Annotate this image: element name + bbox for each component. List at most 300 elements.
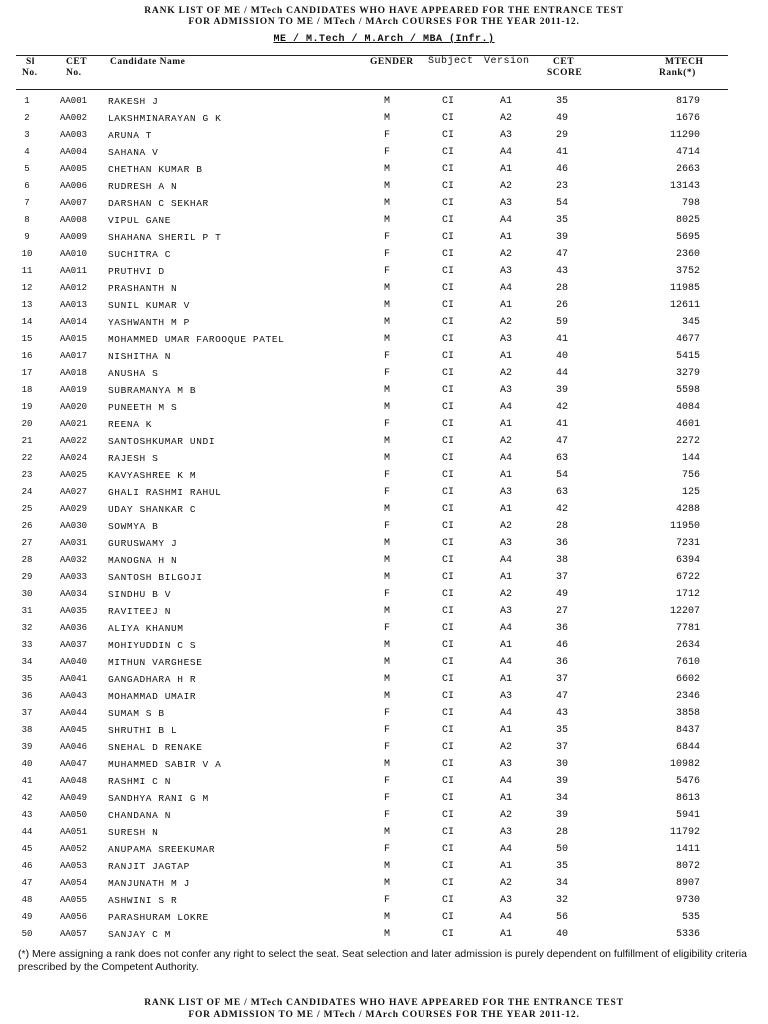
- cell-version: A3: [499, 266, 512, 277]
- col-name-label: Candidate Name: [110, 57, 186, 67]
- cell-cet-score: 47: [555, 249, 568, 260]
- cell-rank: 7781: [675, 623, 700, 634]
- cell-rank: 756: [681, 470, 700, 481]
- cell-candidate-name: SAHANA V: [108, 147, 159, 158]
- cell-cet-score: 23: [555, 181, 568, 192]
- cell-sl-no: 32: [21, 623, 33, 633]
- cell-subject: CI: [441, 317, 454, 328]
- cell-gender: M: [383, 674, 390, 685]
- cell-version: A4: [499, 147, 512, 158]
- cell-cet-no: AA043: [60, 691, 88, 701]
- cell-sl-no: 21: [21, 436, 33, 446]
- cell-cet-score: 36: [555, 538, 568, 549]
- cell-candidate-name: SINDHU B V: [108, 589, 172, 600]
- cell-cet-no: AA019: [60, 385, 88, 395]
- cell-cet-score: 32: [555, 895, 568, 906]
- cell-gender: M: [383, 657, 390, 668]
- cell-cet-no: AA008: [60, 215, 88, 225]
- cell-subject: CI: [441, 181, 454, 192]
- cell-subject: CI: [441, 555, 454, 566]
- cell-version: A3: [499, 487, 512, 498]
- cell-subject: CI: [441, 266, 454, 277]
- cell-cet-score: 28: [555, 521, 568, 532]
- cell-gender: F: [383, 776, 390, 787]
- cell-rank: 5415: [675, 351, 700, 362]
- cell-gender: F: [383, 249, 390, 260]
- cell-rank: 125: [681, 487, 700, 498]
- cell-version: A4: [499, 708, 512, 719]
- cell-candidate-name: REENA K: [108, 419, 153, 430]
- cell-subject: CI: [441, 147, 454, 158]
- cell-gender: M: [383, 198, 390, 209]
- col-cet-label-2: No.: [66, 68, 82, 78]
- cell-cet-no: AA005: [60, 164, 88, 174]
- cell-subject: CI: [441, 844, 454, 855]
- cell-cet-score: 40: [555, 351, 568, 362]
- cell-sl-no: 19: [21, 402, 33, 412]
- cell-rank: 12207: [669, 606, 700, 617]
- cell-gender: F: [383, 147, 390, 158]
- cell-cet-no: AA022: [60, 436, 88, 446]
- table-row: [0, 552, 768, 569]
- cell-subject: CI: [441, 810, 454, 821]
- table-row: [0, 144, 768, 161]
- table-row: [0, 467, 768, 484]
- cell-rank: 3752: [675, 266, 700, 277]
- cell-version: A1: [499, 96, 512, 107]
- cell-gender: F: [383, 844, 390, 855]
- cell-candidate-name: PARASHURAM LOKRE: [108, 912, 209, 923]
- table-row: [0, 280, 768, 297]
- cell-cet-score: 47: [555, 436, 568, 447]
- cell-sl-no: 44: [21, 827, 33, 837]
- cell-subject: CI: [441, 861, 454, 872]
- table-row: [0, 263, 768, 280]
- cell-cet-score: 39: [555, 232, 568, 243]
- table-row: [0, 739, 768, 756]
- cell-sl-no: 4: [24, 147, 30, 157]
- cell-gender: M: [383, 317, 390, 328]
- cell-candidate-name: ANUPAMA SREEKUMAR: [108, 844, 216, 855]
- cell-cet-score: 63: [555, 453, 568, 464]
- cell-cet-score: 35: [555, 96, 568, 107]
- cell-gender: M: [383, 385, 390, 396]
- cell-candidate-name: KAVYASHREE K M: [108, 470, 197, 481]
- table-row: [0, 688, 768, 705]
- cell-rank: 798: [681, 198, 700, 209]
- cell-version: A3: [499, 606, 512, 617]
- cell-sl-no: 23: [21, 470, 33, 480]
- cell-gender: F: [383, 521, 390, 532]
- cell-rank: 8437: [675, 725, 700, 736]
- cell-rank: 3858: [675, 708, 700, 719]
- cell-candidate-name: SHRUTHI B L: [108, 725, 178, 736]
- cell-gender: F: [383, 419, 390, 430]
- cell-cet-no: AA056: [60, 912, 88, 922]
- cell-version: A4: [499, 912, 512, 923]
- cell-gender: M: [383, 640, 390, 651]
- cell-subject: CI: [441, 606, 454, 617]
- cell-version: A1: [499, 419, 512, 430]
- cell-cet-score: 34: [555, 793, 568, 804]
- cell-cet-score: 29: [555, 130, 568, 141]
- cell-subject: CI: [441, 674, 454, 685]
- cell-candidate-name: ARUNA T: [108, 130, 153, 141]
- cell-version: A4: [499, 402, 512, 413]
- cell-candidate-name: RUDRESH A N: [108, 181, 178, 192]
- cell-version: A2: [499, 742, 512, 753]
- cell-candidate-name: GURUSWAMY J: [108, 538, 178, 549]
- cell-sl-no: 25: [21, 504, 33, 514]
- footer-title-line-2: FOR ADMISSION TO ME / MTech / MArch COURSES FOR THE YEAR 2011-12.: [188, 1010, 580, 1020]
- cell-subject: CI: [441, 130, 454, 141]
- cell-gender: M: [383, 453, 390, 464]
- cell-cet-no: AA034: [60, 589, 88, 599]
- cell-candidate-name: GHALI RASHMI RAHUL: [108, 487, 222, 498]
- table-row: [0, 756, 768, 773]
- cell-sl-no: 9: [24, 232, 30, 242]
- cell-rank: 6844: [675, 742, 700, 753]
- table-row: [0, 382, 768, 399]
- cell-rank: 1676: [675, 113, 700, 124]
- footnote: (*) Mere assigning a rank does not confer any right to select the seat. Seat selection and later admission is purely dependent on fulfillment of eligibility criteria prescribed by the Competent Authority.: [18, 948, 747, 973]
- cell-cet-score: 54: [555, 470, 568, 481]
- table-row: [0, 637, 768, 654]
- cell-rank: 535: [681, 912, 700, 923]
- cell-cet-score: 35: [555, 725, 568, 736]
- col-sl-label: Sl: [26, 57, 35, 67]
- cell-gender: M: [383, 759, 390, 770]
- col-rank-label-2: Rank(*): [659, 68, 696, 78]
- cell-candidate-name: PUNEETH M S: [108, 402, 178, 413]
- cell-candidate-name: DARSHAN C SEKHAR: [108, 198, 209, 209]
- cell-candidate-name: SUCHITRA C: [108, 249, 172, 260]
- cell-sl-no: 37: [21, 708, 33, 718]
- table-row: [0, 875, 768, 892]
- table-row: [0, 195, 768, 212]
- cell-gender: M: [383, 164, 390, 175]
- cell-rank: 11950: [669, 521, 700, 532]
- cell-cet-no: AA047: [60, 759, 88, 769]
- cell-version: A1: [499, 351, 512, 362]
- cell-cet-no: AA035: [60, 606, 88, 616]
- cell-cet-no: AA030: [60, 521, 88, 531]
- cell-candidate-name: SANTOSH BILGOJI: [108, 572, 203, 583]
- cell-version: A4: [499, 215, 512, 226]
- cell-gender: M: [383, 181, 390, 192]
- cell-candidate-name: SANJAY C M: [108, 929, 172, 940]
- cell-rank: 4714: [675, 147, 700, 158]
- cell-gender: M: [383, 215, 390, 226]
- cell-cet-score: 43: [555, 708, 568, 719]
- cell-candidate-name: NISHITHA N: [108, 351, 172, 362]
- cell-cet-no: AA018: [60, 368, 88, 378]
- cell-candidate-name: YASHWANTH M P: [108, 317, 190, 328]
- cell-rank: 4601: [675, 419, 700, 430]
- cell-version: A1: [499, 725, 512, 736]
- cell-subject: CI: [441, 504, 454, 515]
- cell-sl-no: 14: [21, 317, 33, 327]
- cell-cet-no: AA049: [60, 793, 88, 803]
- col-score-label-2: SCORE: [547, 68, 583, 78]
- cell-rank: 2663: [675, 164, 700, 175]
- cell-version: A3: [499, 538, 512, 549]
- cell-cet-no: AA036: [60, 623, 88, 633]
- cell-version: A2: [499, 521, 512, 532]
- cell-candidate-name: MANOGNA H N: [108, 555, 178, 566]
- cell-rank: 6722: [675, 572, 700, 583]
- cell-subject: CI: [441, 878, 454, 889]
- cell-sl-no: 22: [21, 453, 33, 463]
- cell-cet-score: 46: [555, 164, 568, 175]
- cell-gender: M: [383, 827, 390, 838]
- cell-version: A4: [499, 776, 512, 787]
- cell-gender: M: [383, 113, 390, 124]
- cell-gender: F: [383, 589, 390, 600]
- cell-rank: 345: [681, 317, 700, 328]
- cell-cet-score: 59: [555, 317, 568, 328]
- table-row: [0, 229, 768, 246]
- table-row: [0, 484, 768, 501]
- cell-gender: M: [383, 504, 390, 515]
- table-row: [0, 331, 768, 348]
- cell-cet-score: 37: [555, 742, 568, 753]
- cell-version: A3: [499, 759, 512, 770]
- cell-cet-no: AA001: [60, 96, 88, 106]
- table-row: [0, 654, 768, 671]
- cell-sl-no: 13: [21, 300, 33, 310]
- cell-cet-no: AA004: [60, 147, 88, 157]
- cell-cet-score: 44: [555, 368, 568, 379]
- cell-subject: CI: [441, 487, 454, 498]
- cell-sl-no: 35: [21, 674, 33, 684]
- cell-gender: F: [383, 810, 390, 821]
- cell-version: A4: [499, 844, 512, 855]
- cell-gender: F: [383, 130, 390, 141]
- cell-subject: CI: [441, 623, 454, 634]
- cell-subject: CI: [441, 929, 454, 940]
- cell-sl-no: 28: [21, 555, 33, 565]
- cell-gender: F: [383, 470, 390, 481]
- cell-rank: 12611: [669, 300, 700, 311]
- cell-subject: CI: [441, 368, 454, 379]
- cell-cet-no: AA017: [60, 351, 88, 361]
- cell-subject: CI: [441, 351, 454, 362]
- cell-cet-no: AA037: [60, 640, 88, 650]
- cell-subject: CI: [441, 96, 454, 107]
- cell-version: A4: [499, 657, 512, 668]
- cell-cet-score: 35: [555, 861, 568, 872]
- table-row: [0, 892, 768, 909]
- table-row: [0, 909, 768, 926]
- table-row: [0, 212, 768, 229]
- cell-subject: CI: [441, 776, 454, 787]
- cell-cet-no: AA053: [60, 861, 88, 871]
- cell-version: A1: [499, 504, 512, 515]
- table-row: [0, 416, 768, 433]
- cell-gender: M: [383, 283, 390, 294]
- cell-cet-no: AA055: [60, 895, 88, 905]
- cell-candidate-name: RAJESH S: [108, 453, 159, 464]
- table-row: [0, 586, 768, 603]
- cell-gender: F: [383, 725, 390, 736]
- cell-version: A1: [499, 674, 512, 685]
- cell-rank: 2346: [675, 691, 700, 702]
- cell-version: A1: [499, 164, 512, 175]
- cell-gender: F: [383, 487, 390, 498]
- cell-rank: 5336: [675, 929, 700, 940]
- cell-candidate-name: ANUSHA S: [108, 368, 159, 379]
- cell-cet-score: 28: [555, 827, 568, 838]
- table-row: [0, 603, 768, 620]
- col-version-label: Version: [484, 56, 530, 67]
- cell-gender: M: [383, 606, 390, 617]
- cell-cet-no: AA041: [60, 674, 88, 684]
- cell-sl-no: 26: [21, 521, 33, 531]
- cell-sl-no: 43: [21, 810, 33, 820]
- cell-cet-no: AA044: [60, 708, 88, 718]
- cell-rank: 8907: [675, 878, 700, 889]
- cell-cet-score: 36: [555, 623, 568, 634]
- cell-sl-no: 47: [21, 878, 33, 888]
- cell-cet-no: AA007: [60, 198, 88, 208]
- cell-cet-score: 26: [555, 300, 568, 311]
- cell-version: A2: [499, 317, 512, 328]
- cell-sl-no: 42: [21, 793, 33, 803]
- cell-cet-score: 63: [555, 487, 568, 498]
- cell-sl-no: 31: [21, 606, 33, 616]
- cell-gender: M: [383, 334, 390, 345]
- table-row: [0, 314, 768, 331]
- cell-candidate-name: LAKSHMINARAYAN G K: [108, 113, 222, 124]
- cell-subject: CI: [441, 827, 454, 838]
- table-row: [0, 348, 768, 365]
- table-row: [0, 535, 768, 552]
- cell-candidate-name: GANGADHARA H R: [108, 674, 197, 685]
- cell-cet-score: 47: [555, 691, 568, 702]
- header-bottom-rule: [16, 89, 728, 90]
- cell-cet-no: AA054: [60, 878, 88, 888]
- cell-rank: 7610: [675, 657, 700, 668]
- cell-rank: 8179: [675, 96, 700, 107]
- cell-subject: CI: [441, 419, 454, 430]
- cell-sl-no: 6: [24, 181, 30, 191]
- footer-title-line-1: RANK LIST OF ME / MTech CANDIDATES WHO HAVE APPEARED FOR THE ENTRANCE TEST: [144, 998, 624, 1008]
- cell-cet-no: AA029: [60, 504, 88, 514]
- cell-gender: F: [383, 793, 390, 804]
- cell-version: A4: [499, 555, 512, 566]
- cell-rank: 4084: [675, 402, 700, 413]
- cell-rank: 8025: [675, 215, 700, 226]
- cell-version: A3: [499, 827, 512, 838]
- cell-sl-no: 49: [21, 912, 33, 922]
- cell-gender: F: [383, 351, 390, 362]
- cell-version: A2: [499, 181, 512, 192]
- cell-subject: CI: [441, 759, 454, 770]
- cell-subject: CI: [441, 912, 454, 923]
- cell-rank: 144: [681, 453, 700, 464]
- cell-cet-no: AA012: [60, 283, 88, 293]
- cell-cet-score: 56: [555, 912, 568, 923]
- cell-candidate-name: CHANDANA N: [108, 810, 172, 821]
- table-row: [0, 858, 768, 875]
- cell-cet-score: 37: [555, 572, 568, 583]
- table-row: [0, 773, 768, 790]
- cell-candidate-name: RAVITEEJ N: [108, 606, 172, 617]
- cell-sl-no: 2: [24, 113, 30, 123]
- cell-rank: 8613: [675, 793, 700, 804]
- cell-rank: 5941: [675, 810, 700, 821]
- cell-cet-score: 49: [555, 113, 568, 124]
- cell-version: A2: [499, 589, 512, 600]
- cell-cet-no: AA013: [60, 300, 88, 310]
- cell-version: A1: [499, 929, 512, 940]
- cell-subject: CI: [441, 538, 454, 549]
- cell-subject: CI: [441, 470, 454, 481]
- cell-candidate-name: PRUTHVI D: [108, 266, 165, 277]
- cell-rank: 13143: [669, 181, 700, 192]
- cell-version: A4: [499, 623, 512, 634]
- cell-version: A1: [499, 232, 512, 243]
- cell-sl-no: 1: [24, 96, 30, 106]
- table-row: [0, 433, 768, 450]
- cell-gender: M: [383, 912, 390, 923]
- cell-version: A1: [499, 572, 512, 583]
- cell-subject: CI: [441, 113, 454, 124]
- cell-cet-no: AA011: [60, 266, 88, 276]
- cell-sl-no: 30: [21, 589, 33, 599]
- cell-cet-score: 36: [555, 657, 568, 668]
- cell-gender: F: [383, 623, 390, 634]
- cell-sl-no: 15: [21, 334, 33, 344]
- table-row: [0, 569, 768, 586]
- cell-candidate-name: ASHWINI S R: [108, 895, 178, 906]
- page-subtitle: ME / M.Tech / M.Arch / MBA (Infr.): [273, 34, 495, 45]
- cell-cet-score: 39: [555, 776, 568, 787]
- cell-sl-no: 34: [21, 657, 33, 667]
- cell-version: A2: [499, 810, 512, 821]
- table-row: [0, 399, 768, 416]
- cell-sl-no: 7: [24, 198, 30, 208]
- table-row: [0, 824, 768, 841]
- cell-cet-no: AA015: [60, 334, 88, 344]
- cell-cet-no: AA009: [60, 232, 88, 242]
- cell-cet-score: 41: [555, 334, 568, 345]
- cell-candidate-name: PRASHANTH N: [108, 283, 178, 294]
- cell-sl-no: 16: [21, 351, 33, 361]
- table-row: [0, 161, 768, 178]
- cell-subject: CI: [441, 232, 454, 243]
- cell-rank: 10982: [669, 759, 700, 770]
- cell-cet-score: 37: [555, 674, 568, 685]
- cell-gender: M: [383, 96, 390, 107]
- cell-cet-no: AA014: [60, 317, 88, 327]
- col-score-label: CET: [553, 57, 575, 67]
- cell-candidate-name: UDAY SHANKAR C: [108, 504, 197, 515]
- cell-gender: F: [383, 232, 390, 243]
- cell-rank: 5476: [675, 776, 700, 787]
- cell-subject: CI: [441, 691, 454, 702]
- cell-candidate-name: CHETHAN KUMAR B: [108, 164, 203, 175]
- cell-cet-no: AA003: [60, 130, 88, 140]
- cell-version: A4: [499, 453, 512, 464]
- cell-sl-no: 11: [21, 266, 33, 276]
- cell-sl-no: 36: [21, 691, 33, 701]
- cell-version: A3: [499, 334, 512, 345]
- cell-sl-no: 38: [21, 725, 33, 735]
- cell-candidate-name: VIPUL GANE: [108, 215, 172, 226]
- cell-cet-score: 38: [555, 555, 568, 566]
